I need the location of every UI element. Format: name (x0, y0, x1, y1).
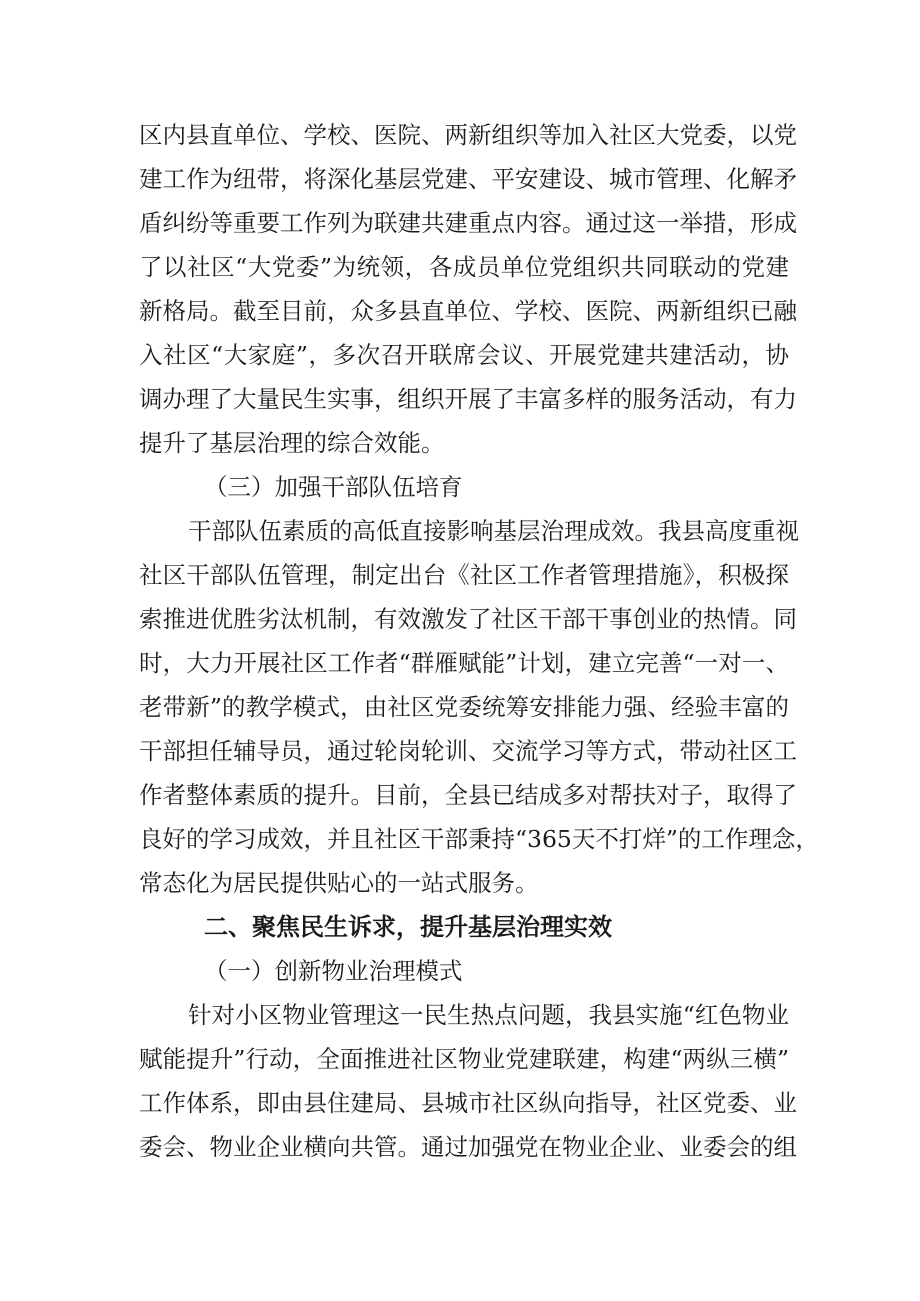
paragraph-line: 常态化为居民提供贴心的一站式服务。 (139, 869, 539, 897)
paragraph-line: 干部担任辅导员，通过轮岗轮训、交流学习等方式，带动社区工 (139, 737, 797, 765)
paragraph-line: 老带新”的教学模式，由社区党委统筹安排能力强、经验丰富的 (139, 693, 789, 721)
paragraph-line: 建工作为纽带，将深化基层党建、平安建设、城市管理、化解矛 (139, 165, 797, 193)
paragraph-line: 委会、物业企业横向共管。通过加强党在物业企业、业委会的组 (139, 1133, 797, 1161)
part-heading: 二、聚焦民生诉求，提升基层治理实效 (204, 913, 612, 941)
paragraph-line: 盾纠纷等重要工作列为联建共建重点内容。通过这一举措，形成 (139, 209, 797, 237)
paragraph-line: 作者整体素质的提升。目前，全县已结成多对帮扶对子，取得了 (139, 781, 797, 809)
paragraph-line: 区内县直单位、学校、医院、两新组织等加入社区大党委，以党 (139, 121, 797, 149)
paragraph-line: 干部队伍素质的高低直接影响基层治理成效。我县高度重视 (188, 517, 799, 545)
paragraph-line: 工作体系，即由县住建局、县城市社区纵向指导，社区党委、业 (139, 1089, 797, 1117)
paragraph-line: 新格局。截至目前，众多县直单位、学校、医院、两新组织已融 (139, 297, 797, 325)
paragraph-line: 社区干部队伍管理，制定出台《社区工作者管理措施》，积极探 (139, 561, 789, 589)
paragraph-line: 了以社区“大党委”为统领，各成员单位党组织共同联动的党建 (139, 253, 789, 281)
paragraph-line: 时，大力开展社区工作者“群雁赋能”计划，建立完善“一对一、 (139, 649, 789, 677)
section-heading: （一）创新物业治理模式 (204, 957, 463, 985)
paragraph-line: 索推进优胜劣汰机制，有效激发了社区干部干事创业的热情。同 (139, 605, 797, 633)
paragraph-line: 赋能提升”行动，全面推进社区物业党建联建，构建“两纵三横” (139, 1045, 789, 1073)
paragraph-line: 入社区“大家庭”，多次召开联席会议、开展党建共建活动，协 (139, 341, 789, 369)
paragraph-line: 针对小区物业管理这一民生热点问题，我县实施“红色物业 (188, 1001, 789, 1029)
paragraph-line: 提升了基层治理的综合效能。 (139, 429, 445, 457)
paragraph-line: 良好的学习成效，并且社区干部秉持“365天不打烊”的工作理念， (139, 825, 819, 853)
section-heading: （三）加强干部队伍培育 (204, 473, 463, 501)
paragraph-line: 调办理了大量民生实事，组织开展了丰富多样的服务活动，有力 (139, 385, 797, 413)
